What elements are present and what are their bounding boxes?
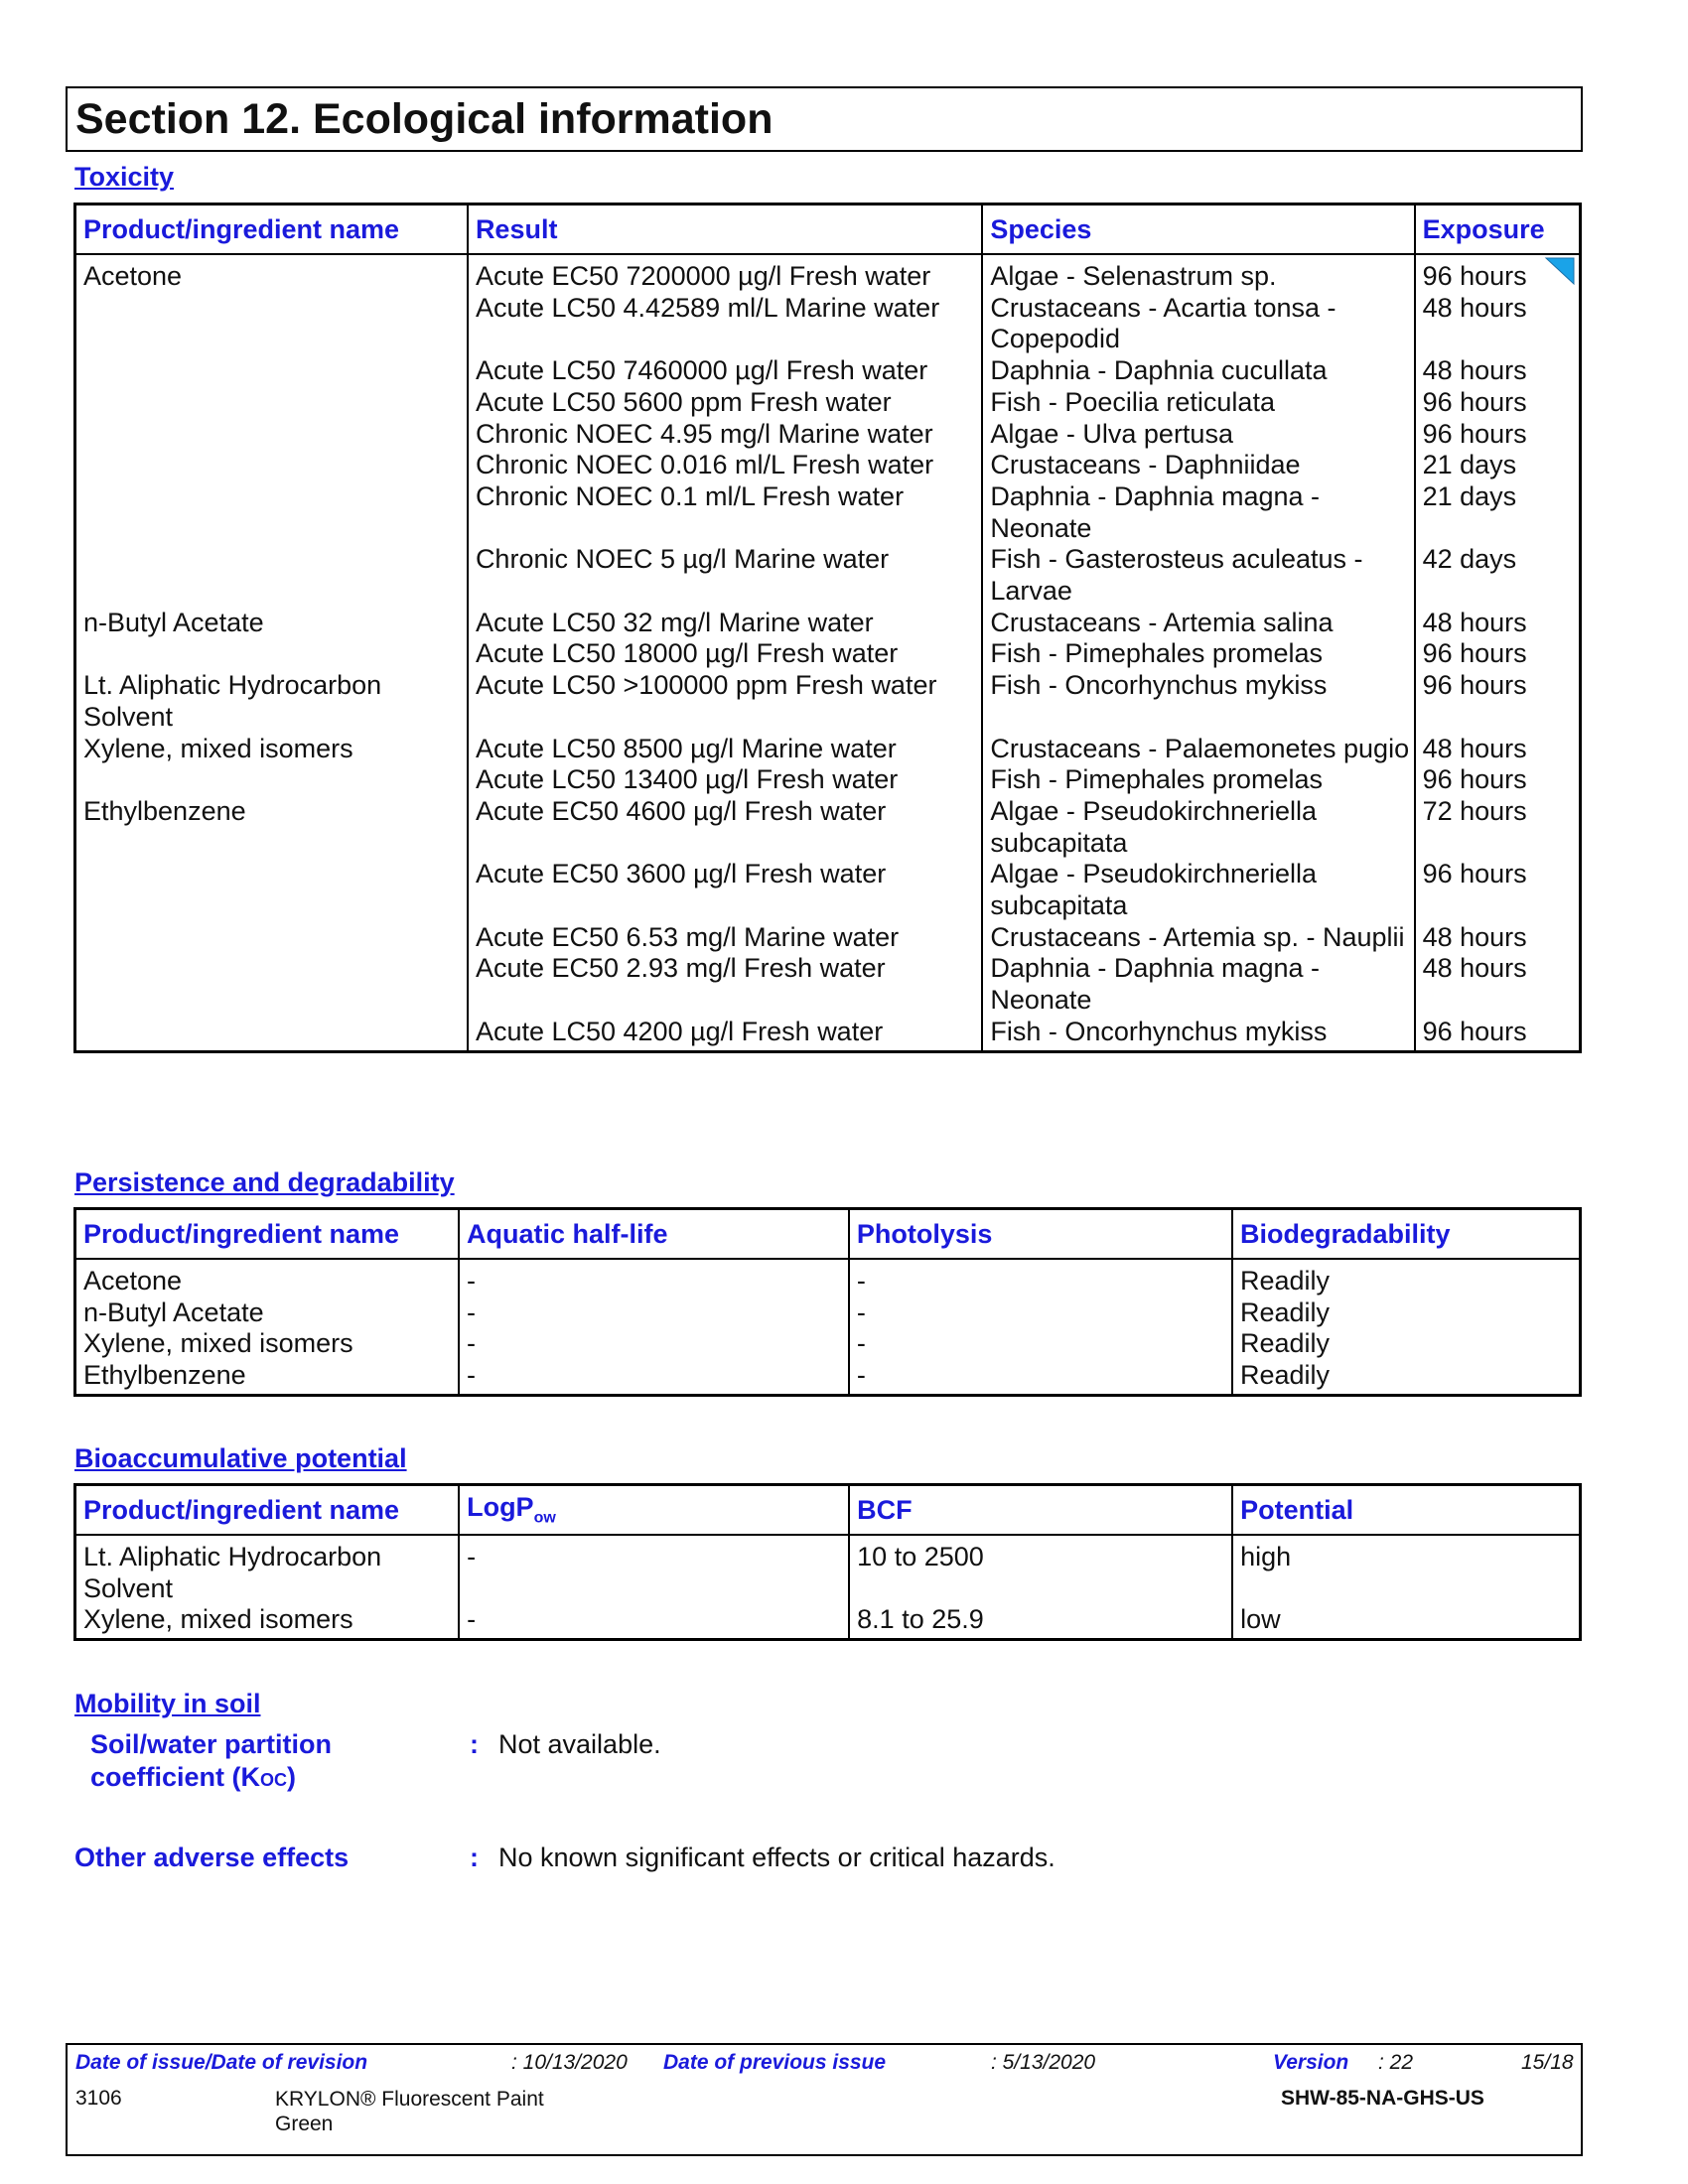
toxicity-cell-species: Daphnia - Daphnia magna - Neonate [982,481,1414,544]
toxicity-cell-exposure: 72 hours [1415,796,1581,859]
toxicity-row [75,734,1581,765]
toxicity-cell-species: Crustaceans - Palaemonetes pugio [982,734,1414,765]
other-adverse-colon: : [470,1843,479,1872]
toxicity-cell-exposure: 96 hours [1415,764,1581,796]
toxicity-row [75,481,1581,544]
toxicity-cell-result: Acute LC50 18000 µg/l Fresh water [468,638,982,670]
previous-issue-label: Date of previous issue [663,2051,887,2074]
toxicity-cell-species: Daphnia - Daphnia magna - Neonate [982,953,1414,1016]
bioaccumulative-cell-bcf: 10 to 2500 [849,1535,1232,1604]
toxicity-cell-exposure: 96 hours [1415,1017,1581,1051]
persistence-heading[interactable]: Persistence and degradability [74,1167,455,1197]
toxicity-header-exposure: Exposure [1415,205,1581,255]
version-label: Version [1273,2051,1349,2074]
bio-header-name: Product/ingredient name [75,1485,460,1536]
toxicity-cell-result: Acute EC50 2.93 mg/l Fresh water [468,953,982,1016]
toxicity-cell-exposure: 96 hours [1415,859,1581,921]
persistence-cell-name: Xylene, mixed isomers [75,1328,459,1360]
toxicity-header-result: Result [468,205,982,255]
persistence-cell-biodeg: Readily [1232,1259,1581,1297]
bioaccumulative-cell-potential: high [1232,1535,1580,1604]
toxicity-cell-name: Ethylbenzene [75,796,468,859]
toxicity-cell-name [75,764,468,796]
toxicity-cell-result: Chronic NOEC 4.95 mg/l Marine water [468,419,982,451]
toxicity-cell-species: Algae - Ulva pertusa [982,419,1414,451]
toxicity-heading[interactable]: Toxicity [74,162,175,192]
bioaccumulative-cell-potential: low [1232,1604,1580,1639]
toxicity-cell-result: Chronic NOEC 0.1 ml/L Fresh water [468,481,982,544]
toxicity-cell-exposure: 96 hours [1415,419,1581,451]
issue-date-value: : 10/13/2020 [511,2051,628,2074]
soil-partition-label: Soil/water partition coefficient (KOC) [90,1729,333,1792]
toxicity-cell-exposure: 48 hours [1415,293,1581,355]
toxicity-row [75,544,1581,607]
toxicity-cell-species: Fish - Pimephales promelas [982,638,1414,670]
persistence-cell-photolysis: - [849,1297,1232,1329]
toxicity-cell-result: Acute LC50 7460000 µg/l Fresh water [468,355,982,387]
document-id: SHW-85-NA-GHS-US [1281,2087,1484,2110]
toxicity-row [75,859,1581,921]
flag-marker-icon [1544,256,1576,286]
persistence-cell-half_life: - [459,1360,849,1395]
koc-subscript: OC [260,1770,288,1790]
persistence-cell-biodeg: Readily [1232,1360,1581,1395]
bio-header-logp: LogP$_{ow}$ [459,1485,849,1536]
persistence-cell-biodeg: Readily [1232,1328,1581,1360]
mobility-heading[interactable]: Mobility in soil [74,1689,261,1718]
toxicity-row [75,638,1581,670]
toxicity-row [75,293,1581,355]
soil-partition-colon: : [470,1729,479,1759]
toxicity-cell-name [75,953,468,1016]
previous-issue-value: : 5/13/2020 [991,2051,1096,2074]
bio-header-logp-subscript: ow [533,1509,556,1527]
persistence-row [75,1328,1581,1360]
toxicity-cell-name: n-Butyl Acetate [75,608,468,639]
toxicity-cell-exposure: 48 hours [1415,922,1581,954]
section-title-box [66,86,1583,152]
product-name: KRYLON® Fluorescent Paint Green [275,2088,544,2135]
toxicity-header-name: Product/ingredient name [75,205,468,255]
persistence-row [75,1360,1581,1395]
toxicity-row [75,450,1581,481]
toxicity-cell-species: Crustaceans - Artemia sp. - Nauplii [982,922,1414,954]
persistence-row [75,1297,1581,1329]
bio-header-potential: Potential [1232,1485,1580,1536]
toxicity-cell-name [75,544,468,607]
toxicity-cell-exposure: 21 days [1415,450,1581,481]
toxicity-row [75,608,1581,639]
toxicity-cell-result: Acute LC50 8500 µg/l Marine water [468,734,982,765]
toxicity-cell-exposure: 48 hours [1415,953,1581,1016]
toxicity-cell-result: Acute EC50 6.53 mg/l Marine water [468,922,982,954]
toxicity-cell-species: Algae - Pseudokirchneriella subcapitata [982,859,1414,921]
toxicity-cell-species: Crustaceans - Artemia salina [982,608,1414,639]
persistence-cell-half_life: - [459,1259,849,1297]
toxicity-cell-name [75,293,468,355]
page-footer [66,2043,1583,2156]
bioaccumulative-cell-name: Xylene, mixed isomers [75,1604,460,1639]
toxicity-cell-result: Acute LC50 13400 µg/l Fresh water [468,764,982,796]
issue-date-label: Date of issue/Date of revision [75,2051,368,2074]
toxicity-cell-result: Chronic NOEC 0.016 ml/L Fresh water [468,450,982,481]
toxicity-cell-name [75,450,468,481]
persistence-table [73,1207,1582,1397]
persistence-header-half-life: Aquatic half-life [459,1209,849,1260]
toxicity-row [75,254,1581,293]
page-number: 15/18 [1521,2051,1574,2074]
toxicity-cell-species: Algae - Selenastrum sp. [982,254,1414,293]
toxicity-cell-result: Acute LC50 5600 ppm Fresh water [468,387,982,419]
toxicity-cell-exposure: 21 days [1415,481,1581,544]
persistence-row [75,1259,1581,1297]
toxicity-cell-exposure: 48 hours [1415,608,1581,639]
toxicity-row [75,953,1581,1016]
bioaccumulative-heading[interactable]: Bioaccumulative potential [74,1443,407,1473]
bioaccumulative-row [75,1604,1581,1639]
toxicity-cell-name [75,1017,468,1051]
toxicity-cell-result: Acute EC50 4600 µg/l Fresh water [468,796,982,859]
toxicity-cell-name: Lt. Aliphatic Hydrocarbon Solvent [75,670,468,733]
toxicity-cell-exposure: 42 days [1415,544,1581,607]
toxicity-row [75,1017,1581,1051]
toxicity-cell-exposure: 48 hours [1415,734,1581,765]
toxicity-cell-name [75,419,468,451]
toxicity-cell-species: Algae - Pseudokirchneriella subcapitata [982,796,1414,859]
toxicity-cell-species: Crustaceans - Acartia tonsa - Copepodid [982,293,1414,355]
toxicity-cell-species: Daphnia - Daphnia cucullata [982,355,1414,387]
toxicity-cell-exposure: 96 hours [1415,670,1581,733]
bioaccumulative-cell-name: Lt. Aliphatic Hydrocarbon Solvent [75,1535,460,1604]
persistence-cell-name: Ethylbenzene [75,1360,459,1395]
persistence-cell-photolysis: - [849,1328,1232,1360]
toxicity-cell-exposure: 96 hours [1415,638,1581,670]
other-adverse-label: Other adverse effects [74,1843,350,1872]
version-value: : 22 [1378,2051,1414,2074]
persistence-cell-half_life: - [459,1297,849,1329]
toxicity-cell-result: Acute EC50 3600 µg/l Fresh water [468,859,982,921]
toxicity-header-species: Species [982,205,1414,255]
toxicity-cell-name [75,355,468,387]
section-title: Section 12. Ecological information [75,95,774,143]
toxicity-cell-name [75,481,468,544]
toxicity-row [75,670,1581,733]
toxicity-row [75,419,1581,451]
toxicity-cell-exposure: 48 hours [1415,355,1581,387]
toxicity-row [75,355,1581,387]
persistence-cell-photolysis: - [849,1259,1232,1297]
toxicity-cell-name [75,387,468,419]
product-code: 3106 [75,2087,122,2110]
bio-header-bcf: BCF [849,1485,1232,1536]
toxicity-cell-name [75,859,468,921]
toxicity-cell-species: Fish - Gasterosteus aculeatus - Larvae [982,544,1414,607]
toxicity-cell-species: Fish - Oncorhynchus mykiss [982,1017,1414,1051]
persistence-cell-biodeg: Readily [1232,1297,1581,1329]
toxicity-row [75,922,1581,954]
persistence-cell-photolysis: - [849,1360,1232,1395]
persistence-header-biodegradability: Biodegradability [1232,1209,1581,1260]
persistence-cell-name: Acetone [75,1259,459,1297]
toxicity-cell-result: Acute LC50 4.42589 ml/L Marine water [468,293,982,355]
bioaccumulative-table [73,1483,1582,1641]
toxicity-cell-result: Acute EC50 7200000 µg/l Fresh water [468,254,982,293]
toxicity-cell-result: Acute LC50 >100000 ppm Fresh water [468,670,982,733]
toxicity-cell-exposure: 96 hours [1415,254,1581,293]
bioaccumulative-row [75,1535,1581,1604]
toxicity-cell-name [75,638,468,670]
toxicity-cell-result: Chronic NOEC 5 µg/l Marine water [468,544,982,607]
toxicity-row [75,387,1581,419]
toxicity-cell-name [75,922,468,954]
bioaccumulative-cell-bcf: 8.1 to 25.9 [849,1604,1232,1639]
toxicity-row [75,764,1581,796]
toxicity-cell-species: Fish - Poecilia reticulata [982,387,1414,419]
toxicity-cell-exposure: 96 hours [1415,387,1581,419]
other-adverse-value: No known significant effects or critical hazards. [498,1843,1055,1872]
bioaccumulative-cell-logp: - [459,1535,849,1604]
bioaccumulative-cell-logp: - [459,1604,849,1639]
toxicity-row [75,796,1581,859]
toxicity-cell-species: Crustaceans - Daphniidae [982,450,1414,481]
soil-partition-value: Not available. [498,1729,661,1759]
persistence-cell-name: n-Butyl Acetate [75,1297,459,1329]
toxicity-cell-result: Acute LC50 32 mg/l Marine water [468,608,982,639]
toxicity-table [73,203,1582,1053]
persistence-header-name: Product/ingredient name [75,1209,459,1260]
toxicity-cell-name: Xylene, mixed isomers [75,734,468,765]
toxicity-cell-result: Acute LC50 4200 µg/l Fresh water [468,1017,982,1051]
toxicity-cell-species: Fish - Oncorhynchus mykiss [982,670,1414,733]
persistence-cell-half_life: - [459,1328,849,1360]
toxicity-cell-name: Acetone [75,254,468,293]
persistence-header-photolysis: Photolysis [849,1209,1232,1260]
toxicity-cell-species: Fish - Pimephales promelas [982,764,1414,796]
